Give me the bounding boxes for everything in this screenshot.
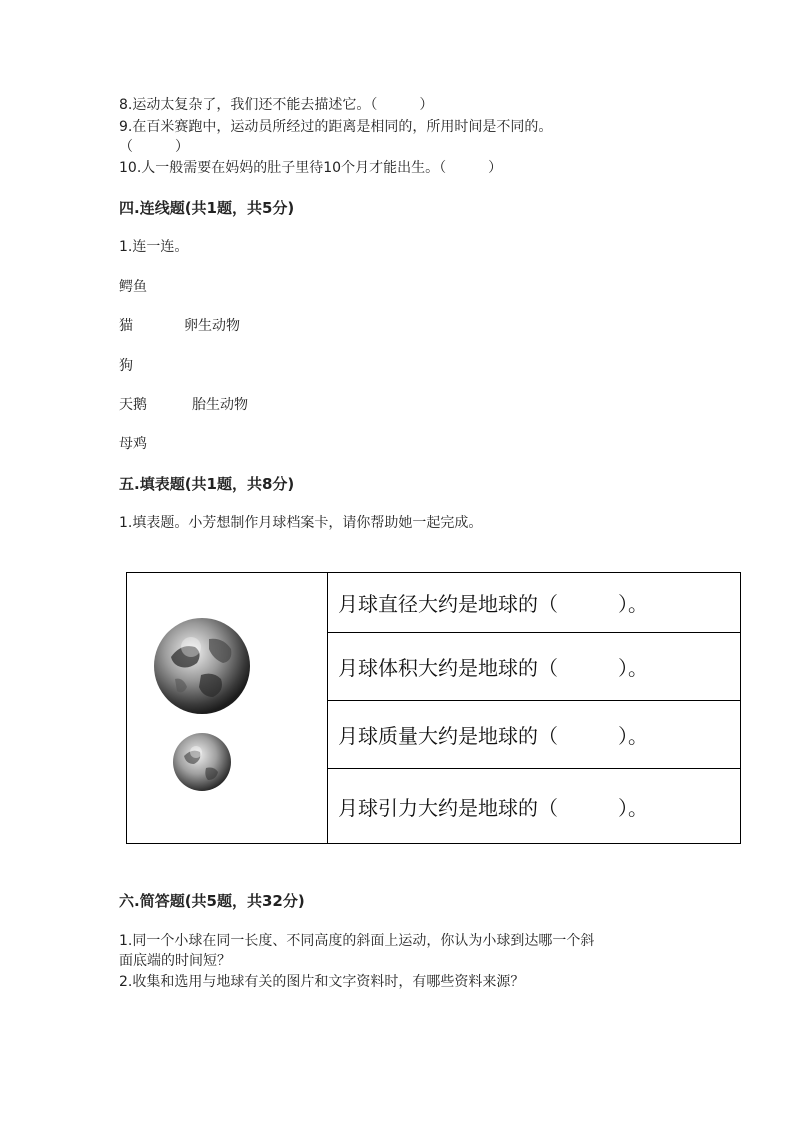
moon-gravity-text: 月球引力大约是地球的（ ）。	[338, 795, 648, 820]
table-row	[328, 701, 740, 769]
section-6-question-1-line-2: 面底端的时间短？	[119, 953, 231, 969]
large-planet-icon	[153, 617, 251, 715]
animal-item: 母鸡	[119, 436, 147, 452]
table-row	[328, 769, 740, 843]
section-6-question-2: 2.收集和选用与地球有关的图片和文字资料时，有哪些资料来源？	[119, 974, 525, 990]
question-10: 10.人一般需要在妈妈的肚子里待10个月才能出生。（ ）	[119, 160, 503, 176]
moon-volume-text: 月球体积大约是地球的（ ）。	[338, 656, 648, 680]
section-4-question-1: 1.连一连。	[119, 239, 189, 255]
moon-fact-table	[126, 572, 741, 844]
section-5-heading: 五.填表题(共1题，共8分)	[119, 475, 295, 493]
section-5-question-1: 1.填表题。小芳想制作月球档案卡，请你帮助她一起完成。	[119, 515, 483, 531]
section-6-question-1-line-1: 1.同一个小球在同一长度、不同高度的斜面上运动，你认为小球到达哪一个斜	[119, 933, 595, 949]
animal-item: 鳄鱼	[119, 279, 147, 295]
animal-item: 狗	[119, 358, 133, 374]
moon-mass-text: 月球质量大约是地球的（ ）。	[338, 724, 648, 748]
question-8: 8.运动太复杂了，我们还不能去描述它。（ ）	[119, 97, 434, 113]
moon-diameter-text: 月球直径大约是地球的（ ）。	[338, 592, 648, 616]
small-planet-icon	[172, 732, 232, 792]
section-6-heading: 六.简答题(共5题，共32分)	[119, 892, 305, 910]
category-item: 卵生动物	[184, 318, 240, 334]
section-4-heading: 四.连线题(共1题，共5分)	[119, 199, 295, 217]
animal-item: 猫	[119, 318, 133, 334]
planet-image-cell	[127, 573, 328, 843]
table-row	[328, 633, 740, 701]
question-9-line-1: 9.在百米赛跑中，运动员所经过的距离是相同的，所用时间是不同的。	[119, 119, 553, 135]
category-item: 胎生动物	[192, 397, 248, 413]
table-row	[328, 573, 740, 633]
question-9-line-2: （ ）	[119, 139, 189, 155]
animal-item: 天鹅	[119, 397, 147, 413]
